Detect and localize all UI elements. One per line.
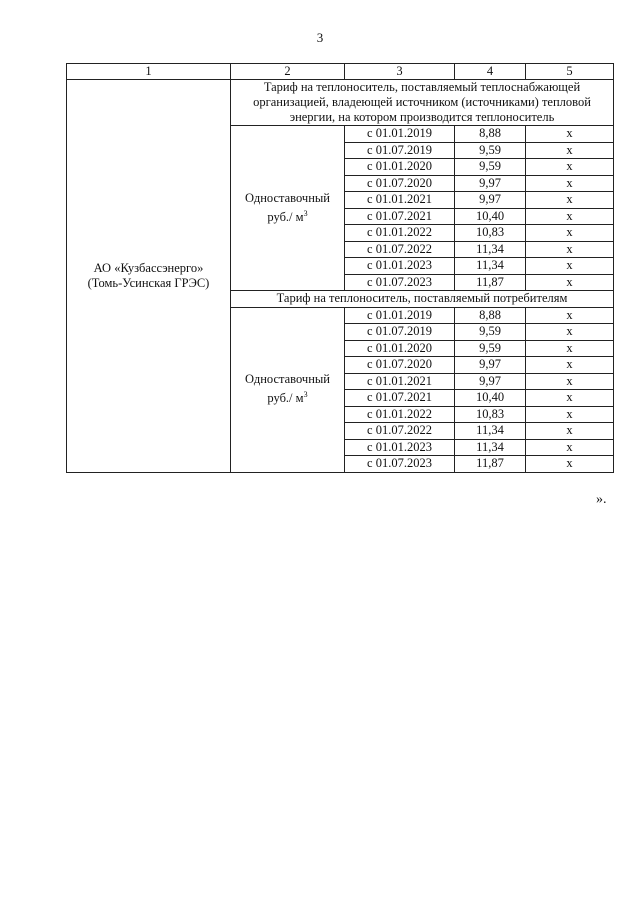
rate-type-cell	[231, 307, 345, 472]
column-5-cell: x	[526, 175, 614, 192]
period-cell: с 01.01.2023	[345, 258, 455, 275]
column-number-1: 1	[67, 64, 231, 80]
column-5-cell: x	[526, 258, 614, 275]
column-5-cell: x	[526, 373, 614, 390]
tariff-table	[66, 63, 614, 473]
rate-unit-text: руб./ м	[267, 391, 304, 406]
column-5-cell: x	[526, 456, 614, 473]
column-number-2: 2	[231, 64, 345, 80]
value-cell: 8,88	[455, 307, 526, 324]
value-cell: 10,83	[455, 406, 526, 423]
rate-type-label: Одноставочный	[245, 372, 330, 387]
period-cell: с 01.07.2023	[345, 274, 455, 291]
rate-type-label: Одноставочный	[245, 190, 330, 205]
value-cell: 9,97	[455, 357, 526, 374]
period-cell: с 01.01.2021	[345, 373, 455, 390]
column-5-cell: x	[526, 423, 614, 440]
column-5-cell: x	[526, 225, 614, 242]
period-cell: с 01.01.2022	[345, 406, 455, 423]
period-cell: с 01.01.2020	[345, 340, 455, 357]
column-5-cell: x	[526, 126, 614, 143]
organization-name: АО «Кузбассэнерго»	[93, 260, 204, 275]
column-5-cell: x	[526, 307, 614, 324]
value-cell: 11,34	[455, 439, 526, 456]
rate-unit-exponent: 3	[303, 208, 308, 218]
period-cell: с 01.07.2020	[345, 357, 455, 374]
period-cell: с 01.07.2020	[345, 175, 455, 192]
value-cell: 9,59	[455, 142, 526, 159]
column-5-cell: x	[526, 340, 614, 357]
section-title: Тариф на теплоноситель, поставляемый потребителям	[231, 291, 614, 308]
value-cell: 9,97	[455, 192, 526, 209]
column-5-cell: x	[526, 390, 614, 407]
value-cell: 11,34	[455, 241, 526, 258]
column-5-cell: x	[526, 439, 614, 456]
period-cell: с 01.01.2020	[345, 159, 455, 176]
value-cell: 9,97	[455, 175, 526, 192]
organization-plant: (Томь-Усинская ГРЭС)	[87, 275, 210, 290]
period-cell: с 01.01.2019	[345, 307, 455, 324]
period-cell: с 01.07.2022	[345, 241, 455, 258]
period-cell: с 01.01.2019	[345, 126, 455, 143]
rate-type-cell	[231, 126, 345, 291]
value-cell: 11,34	[455, 423, 526, 440]
organization-cell	[67, 80, 231, 473]
column-5-cell: x	[526, 159, 614, 176]
column-number-4: 4	[455, 64, 526, 80]
page-number: 3	[316, 30, 324, 45]
rate-unit	[233, 206, 342, 225]
period-cell: с 01.01.2022	[345, 225, 455, 242]
value-cell: 10,40	[455, 390, 526, 407]
column-number-row	[67, 64, 614, 80]
rate-unit-exponent: 3	[303, 390, 308, 400]
value-cell: 8,88	[455, 126, 526, 143]
section-title: Тариф на теплоноситель, поставляемый теплоснабжающей организацией, владеющей источником (источниками) тепловой энергии, на котором производится теплоноситель	[231, 80, 614, 126]
column-5-cell: x	[526, 357, 614, 374]
value-cell: 9,59	[455, 159, 526, 176]
column-5-cell: x	[526, 274, 614, 291]
value-cell: 10,83	[455, 225, 526, 242]
value-cell: 11,87	[455, 456, 526, 473]
period-cell: с 01.07.2019	[345, 142, 455, 159]
rate-unit-text: руб./ м	[267, 210, 304, 225]
column-5-cell: x	[526, 142, 614, 159]
value-cell: 11,34	[455, 258, 526, 275]
value-cell: 9,59	[455, 324, 526, 341]
value-cell: 10,40	[455, 208, 526, 225]
period-cell: с 01.07.2021	[345, 390, 455, 407]
rate-unit	[233, 387, 342, 406]
period-cell: с 01.01.2023	[345, 439, 455, 456]
value-cell: 9,59	[455, 340, 526, 357]
value-cell: 11,87	[455, 274, 526, 291]
column-number-3: 3	[345, 64, 455, 80]
period-cell: с 01.01.2021	[345, 192, 455, 209]
column-5-cell: x	[526, 406, 614, 423]
period-cell: с 01.07.2023	[345, 456, 455, 473]
section-title-row	[67, 80, 614, 126]
closing-quote: ».	[596, 492, 607, 507]
period-cell: с 01.07.2022	[345, 423, 455, 440]
period-cell: с 01.07.2019	[345, 324, 455, 341]
column-5-cell: x	[526, 241, 614, 258]
value-cell: 9,97	[455, 373, 526, 390]
column-5-cell: x	[526, 192, 614, 209]
column-5-cell: x	[526, 324, 614, 341]
period-cell: с 01.07.2021	[345, 208, 455, 225]
column-number-5: 5	[526, 64, 614, 80]
column-5-cell: x	[526, 208, 614, 225]
